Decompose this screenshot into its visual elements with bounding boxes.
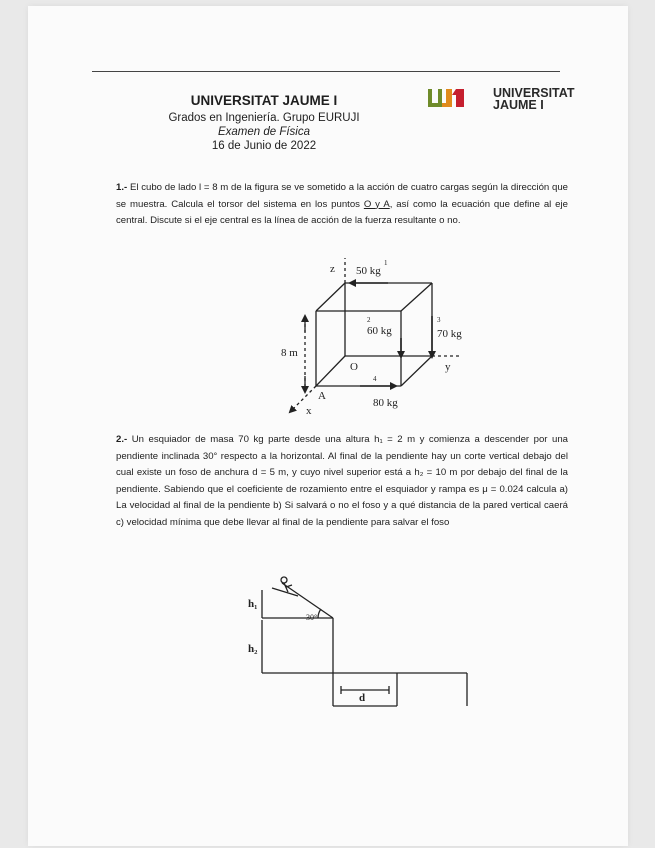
exam-title: Examen de Física — [217, 126, 311, 138]
d-label: d — [359, 692, 366, 704]
exam-header — [154, 93, 374, 153]
university-name: UNIVERSITAT JAUME I — [190, 93, 338, 108]
problem-2-text — [116, 432, 568, 531]
mark-right: 3 — [437, 316, 441, 324]
logo-line-2: JAUME I — [493, 98, 544, 112]
header-rule — [92, 71, 560, 72]
force-60-label: 60 kg — [367, 325, 392, 337]
problem-2-number: 2.- — [116, 434, 128, 445]
logo-line-1: UNIVERSITAT — [493, 86, 575, 100]
z-label: z — [330, 263, 335, 275]
h2-label: h₂ — [248, 643, 258, 655]
mark-bottom: 4 — [373, 375, 377, 383]
problem-1-text-a: El cubo de lado l = 8 m de la figura se ve sometido a la acción de cuatro cargas según la dirección que se muestra. Calcula el torsor del sistema en los puntos — [116, 182, 568, 210]
mark-mid: 2 — [367, 316, 371, 324]
y-label: y — [445, 361, 451, 373]
logo-wordmark — [493, 87, 574, 111]
force-70-label: 70 kg — [437, 328, 462, 340]
mark-top: 1 — [384, 259, 388, 267]
degree-line: Grados en Ingeniería. Grupo EURUJI — [168, 112, 360, 124]
origin-label: O — [350, 361, 358, 373]
side-label: 8 m — [281, 347, 298, 359]
angle-label: 30° — [306, 613, 318, 622]
problem-1-points: O y A — [363, 198, 390, 210]
problem-1-text-b: , así como la ecuación que define al eje central. Discute si el eje central es la línea de acción de la fuerza resultante o no. — [116, 198, 568, 226]
force-50-label: 50 kg — [356, 265, 381, 277]
exam-date: 16 de Junio de 2022 — [211, 140, 317, 152]
problem-1-text — [116, 180, 568, 230]
problem-2-body: Un esquiador de masa 70 kg parte desde una altura h₁ = 2 m y comienza a descender por una pendiente inclinada 30° respecto a la horizontal. Al final de la pendiente hay un corte vertical debajo del cual existe un foso de anchura d = 5 m, y cuyo nivel superior está a h₂ = 10 m por debajo del final de la pendiente. Sabiendo que el coeficiente de rozamiento entre el esquiador y rampa es μ = 0.024 calcula a) La velocidad al final de la pendiente b) Si salvará o no el foso y a qué distancia de la pared vertical caerá c) velocidad mínima que debe llevar al final de la pendiente para salvar el foso — [116, 434, 569, 528]
point-a-label: A — [318, 390, 326, 402]
problem-1-number: 1.- — [116, 182, 128, 193]
force-80-label: 80 kg — [373, 397, 398, 409]
h1-label: h₁ — [248, 598, 258, 610]
x-label: x — [306, 405, 312, 417]
